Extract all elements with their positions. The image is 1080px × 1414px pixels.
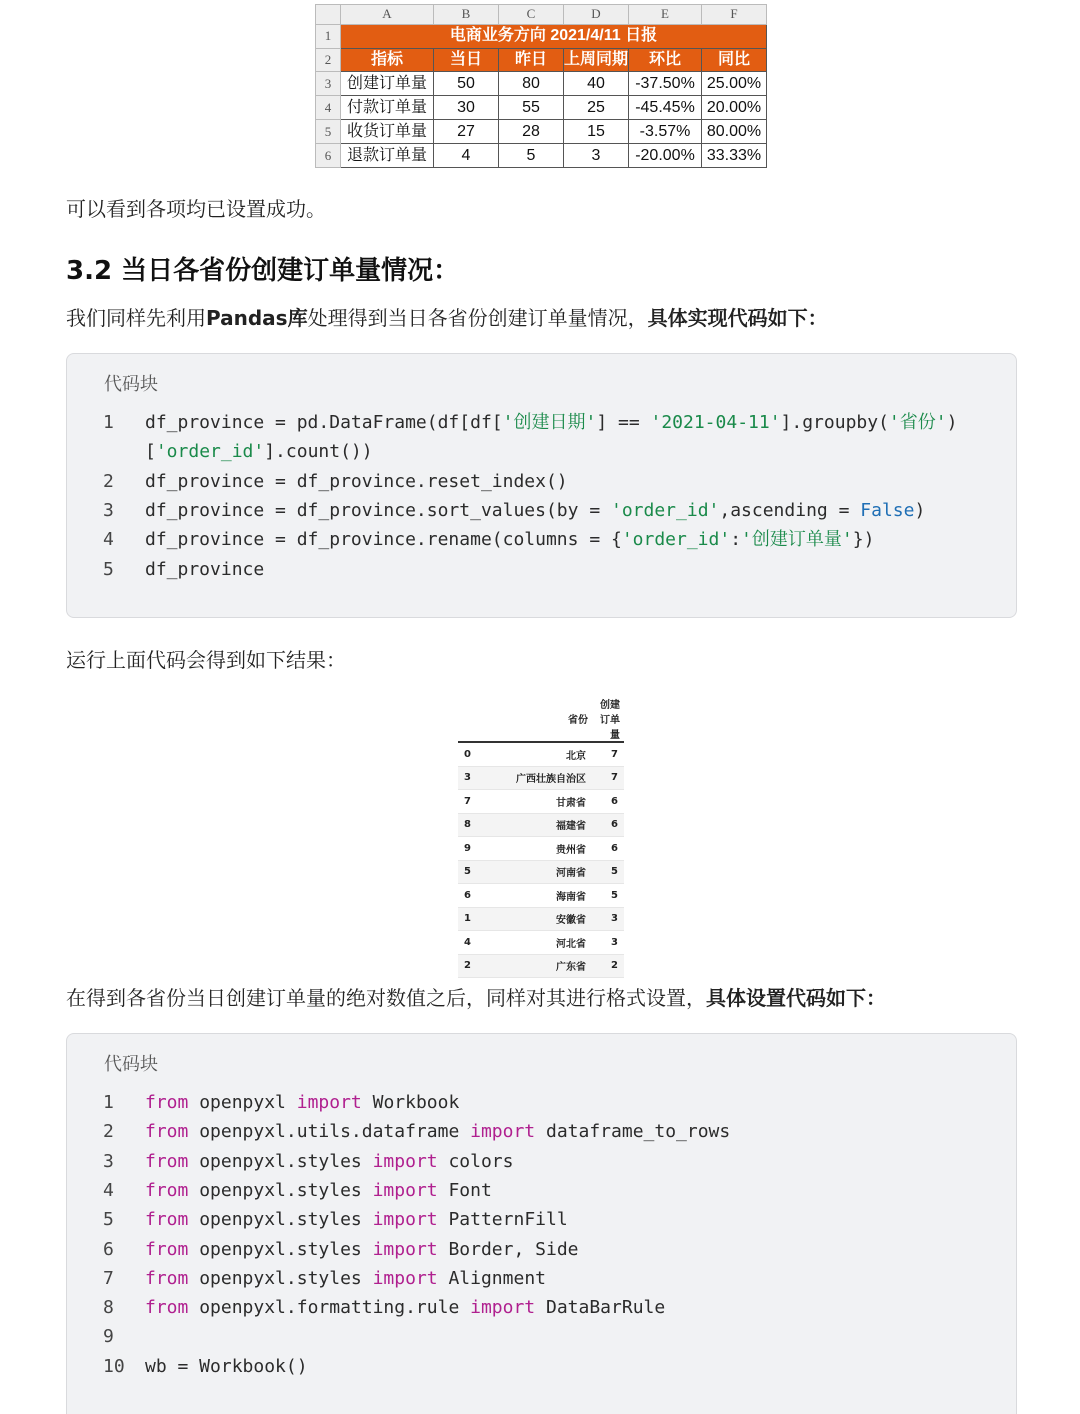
code-token: openpyxl.styles xyxy=(188,1209,373,1231)
line-number: 2 xyxy=(103,1121,114,1143)
excel-row-number: 6 xyxy=(316,144,341,168)
result-row xyxy=(458,884,624,908)
result-index-cell: 4 xyxy=(458,931,488,955)
code-text xyxy=(145,525,874,554)
line-number: 10 xyxy=(103,1355,125,1377)
code-block[interactable] xyxy=(66,353,1017,618)
result-province-cell: 福建省 xyxy=(488,813,592,837)
result-count-cell: 3 xyxy=(592,931,624,955)
code-line xyxy=(67,1352,1016,1381)
code-line xyxy=(67,1088,1016,1117)
code-token: False xyxy=(860,499,915,521)
code-token: Font xyxy=(437,1179,492,1201)
excel-title-row xyxy=(316,24,767,48)
code-line xyxy=(67,1147,1016,1176)
result-index-cell: 0 xyxy=(458,742,488,766)
code-token: from xyxy=(145,1267,189,1289)
result-header-row xyxy=(458,696,624,742)
excel-cell: 4 xyxy=(434,144,499,168)
code-line xyxy=(67,1235,1016,1264)
result-row xyxy=(458,790,624,814)
excel-col-letter: E xyxy=(629,5,702,25)
result-count-cell: 7 xyxy=(592,742,624,766)
excel-report-title: 电商业务方向 2021/4/11 日报 xyxy=(341,24,767,48)
code-line xyxy=(67,408,1016,437)
code-text xyxy=(145,1264,546,1293)
code-line xyxy=(67,1205,1016,1234)
excel-cell: 付款订单量 xyxy=(341,96,434,120)
result-row xyxy=(458,931,624,955)
line-number: 2 xyxy=(103,470,114,492)
code-token: ) xyxy=(914,499,926,521)
paragraph-format xyxy=(66,982,886,1011)
result-index-cell: 7 xyxy=(458,790,488,814)
paragraph-success: 可以看到各项均已设置成功。 xyxy=(66,197,326,221)
excel-row-number: 2 xyxy=(316,48,341,72)
excel-col-letter: A xyxy=(341,5,434,25)
code-token: import xyxy=(372,1238,438,1260)
result-row xyxy=(458,860,624,884)
code-token: '创建日期' xyxy=(502,412,597,433)
code-token: df_province = df_province.reset_index() xyxy=(145,470,568,492)
code-token: '创建订单量' xyxy=(741,529,853,551)
code-token: 'order_id' xyxy=(155,441,265,463)
code-token: [ xyxy=(145,441,156,463)
code-token: ].count()) xyxy=(264,441,373,463)
result-index-cell: 6 xyxy=(458,884,488,908)
code-token: openpyxl xyxy=(188,1092,297,1113)
line-number: 3 xyxy=(103,1150,114,1172)
code-token: import xyxy=(470,1121,536,1143)
code-token: PatternFill xyxy=(437,1209,568,1231)
code-token: 'order_id' xyxy=(611,499,720,521)
excel-cell: 20.00% xyxy=(702,96,767,120)
code-token: 'order_id' xyxy=(621,529,731,551)
code-token: import xyxy=(372,1267,438,1289)
line-number: 3 xyxy=(103,499,114,521)
excel-header-cell: 上周同期 xyxy=(564,48,629,72)
excel-row-number: 4 xyxy=(316,96,341,120)
code-token: colors xyxy=(437,1150,514,1172)
excel-col-letter: B xyxy=(434,5,499,25)
excel-header-cell: 同比 xyxy=(702,48,767,72)
code-token: openpyxl.formatting.rule xyxy=(188,1297,471,1319)
result-count-cell: 3 xyxy=(592,907,624,931)
excel-header-cell: 当日 xyxy=(434,48,499,72)
result-row xyxy=(458,907,624,931)
code-line xyxy=(67,1322,1016,1351)
result-index-cell: 1 xyxy=(458,907,488,931)
code-block[interactable] xyxy=(66,1033,1017,1414)
code-token: }) xyxy=(852,529,875,551)
excel-cell: -45.45% xyxy=(629,96,702,120)
code-text xyxy=(145,1205,568,1234)
result-index-cell: 3 xyxy=(458,766,488,790)
code-line xyxy=(67,1264,1016,1293)
excel-data-row xyxy=(316,144,767,168)
code-token: ].groupby( xyxy=(780,412,889,433)
result-count-cell: 7 xyxy=(592,766,624,790)
code-text xyxy=(145,1352,308,1381)
excel-cell: 收货订单量 xyxy=(341,120,434,144)
result-province-cell: 安徽省 xyxy=(488,907,592,931)
excel-cell: 40 xyxy=(564,72,629,96)
paragraph-intro xyxy=(66,302,828,331)
excel-header-cell: 昨日 xyxy=(499,48,564,72)
code-token: from xyxy=(145,1179,189,1201)
code-token: ) xyxy=(946,412,958,433)
code-token: openpyxl.utils.dataframe xyxy=(188,1121,471,1143)
code-text xyxy=(145,1147,513,1176)
code-line xyxy=(67,1176,1016,1205)
code-token: DataBarRule xyxy=(535,1297,666,1319)
result-province-cell: 贵州省 xyxy=(488,837,592,861)
result-row xyxy=(458,813,624,837)
result-province-cell: 河北省 xyxy=(488,931,592,955)
result-header-index xyxy=(458,696,488,742)
code-token: from xyxy=(145,1238,189,1260)
result-province-cell: 甘肃省 xyxy=(488,790,592,814)
code-token: df_province xyxy=(145,558,265,580)
code-line xyxy=(67,555,1016,584)
code-token: from xyxy=(145,1092,189,1113)
result-index-cell: 9 xyxy=(458,837,488,861)
text-span: 我们同样先利用 xyxy=(66,306,206,330)
code-token: '省份' xyxy=(888,412,947,433)
code-token: df_province = df_province.rename(columns = { xyxy=(145,529,622,551)
code-token: df_province = pd.DataFrame(df[df[ xyxy=(145,412,503,433)
code-token: '2021-04-11' xyxy=(650,412,781,433)
result-count-cell: 5 xyxy=(592,860,624,884)
excel-data-row xyxy=(316,120,767,144)
line-number: 1 xyxy=(103,1092,114,1113)
excel-cell: -20.00% xyxy=(629,144,702,168)
code-line xyxy=(67,496,1016,525)
line-number: 7 xyxy=(103,1267,114,1289)
excel-cell: 30 xyxy=(434,96,499,120)
line-number: 1 xyxy=(103,412,114,433)
code-text xyxy=(145,1293,665,1322)
result-province-cell: 广西壮族自治区 xyxy=(488,766,592,790)
code-token: dataframe_to_rows xyxy=(535,1121,731,1143)
excel-data-row xyxy=(316,96,767,120)
code-block-title: 代码块 xyxy=(104,1054,158,1075)
result-row xyxy=(458,766,624,790)
text-span: 处理得到当日各省份创建订单量情况， xyxy=(307,306,648,330)
excel-cell: 3 xyxy=(564,144,629,168)
result-count-cell: 5 xyxy=(592,884,624,908)
code-token: Border, Side xyxy=(437,1238,579,1260)
excel-cell: 28 xyxy=(499,120,564,144)
result-row xyxy=(458,742,624,766)
code-line xyxy=(67,437,1016,466)
excel-cell: 退款订单量 xyxy=(341,144,434,168)
code-token: import xyxy=(296,1092,362,1113)
code-token: ,ascending = xyxy=(719,499,861,521)
excel-cell: 33.33% xyxy=(702,144,767,168)
line-number: 8 xyxy=(103,1297,114,1319)
code-line xyxy=(67,1293,1016,1322)
code-text xyxy=(145,496,925,525)
excel-cell: 15 xyxy=(564,120,629,144)
result-count-cell: 6 xyxy=(592,813,624,837)
result-index-cell: 2 xyxy=(458,954,488,978)
code-text xyxy=(145,467,568,496)
result-count-cell: 6 xyxy=(592,790,624,814)
line-number: 5 xyxy=(103,1209,114,1231)
result-province-cell: 海南省 xyxy=(488,884,592,908)
code-line xyxy=(67,1117,1016,1146)
code-token: import xyxy=(372,1179,438,1201)
code-token: from xyxy=(145,1209,189,1231)
code-block-title: 代码块 xyxy=(104,374,158,395)
excel-column-header-row xyxy=(316,5,767,25)
code-text xyxy=(145,408,957,437)
result-dataframe xyxy=(458,696,624,978)
code-line xyxy=(67,467,1016,496)
code-text xyxy=(145,437,373,466)
text-span: 在得到各省份当日创建订单量的绝对数值之后，同样对其进行格式设置， xyxy=(66,986,706,1010)
excel-col-letter: C xyxy=(499,5,564,25)
excel-cell: 80.00% xyxy=(702,120,767,144)
code-text xyxy=(145,1176,492,1205)
code-token: df_province = df_province.sort_values(by = xyxy=(145,499,611,521)
code-token: import xyxy=(372,1150,438,1172)
code-token: Alignment xyxy=(437,1267,546,1289)
line-number: 6 xyxy=(103,1238,114,1260)
line-number: 4 xyxy=(103,529,114,551)
code-token: openpyxl.styles xyxy=(188,1150,373,1172)
excel-header-cell: 环比 xyxy=(629,48,702,72)
excel-corner xyxy=(316,5,341,25)
result-header-count: 创建订单量 xyxy=(592,696,624,742)
excel-cell: 80 xyxy=(499,72,564,96)
excel-row-number: 3 xyxy=(316,72,341,96)
code-text xyxy=(145,1235,579,1264)
code-text xyxy=(145,1088,459,1117)
line-number: 4 xyxy=(103,1179,114,1201)
excel-cell: 27 xyxy=(434,120,499,144)
line-number: 5 xyxy=(103,558,114,580)
result-province-cell: 河南省 xyxy=(488,860,592,884)
excel-cell: 25 xyxy=(564,96,629,120)
result-header-province: 省份 xyxy=(488,696,592,742)
result-province-cell: 北京 xyxy=(488,742,592,766)
code-token: Workbook xyxy=(361,1092,460,1113)
code-token: openpyxl.styles xyxy=(188,1238,373,1260)
code-line xyxy=(67,525,1016,554)
code-token: from xyxy=(145,1150,189,1172)
result-province-cell: 广东省 xyxy=(488,954,592,978)
paragraph-result: 运行上面代码会得到如下结果： xyxy=(66,648,346,672)
code-token: from xyxy=(145,1297,189,1319)
excel-cell: 55 xyxy=(499,96,564,120)
text-bold: 具体实现代码如下： xyxy=(647,306,828,330)
code-token: openpyxl.styles xyxy=(188,1267,373,1289)
excel-cell: -3.57% xyxy=(629,120,702,144)
text-bold: 具体设置代码如下： xyxy=(706,986,886,1010)
excel-cell: 25.00% xyxy=(702,72,767,96)
code-token: import xyxy=(470,1297,536,1319)
code-token: from xyxy=(145,1121,189,1143)
result-count-cell: 2 xyxy=(592,954,624,978)
code-token: import xyxy=(372,1209,438,1231)
code-token: wb = Workbook() xyxy=(145,1355,308,1377)
excel-col-letter: F xyxy=(702,5,767,25)
code-token: openpyxl.styles xyxy=(188,1179,373,1201)
excel-header-cell: 指标 xyxy=(341,48,434,72)
code-token: ] == xyxy=(596,412,651,433)
code-token: : xyxy=(730,529,742,551)
result-index-cell: 8 xyxy=(458,813,488,837)
result-row xyxy=(458,837,624,861)
excel-cell: 50 xyxy=(434,72,499,96)
excel-col-letter: D xyxy=(564,5,629,25)
section-heading: 3.2 当日各省份创建订单量情况： xyxy=(66,256,460,286)
result-index-cell: 5 xyxy=(458,860,488,884)
code-text xyxy=(145,555,264,584)
excel-screenshot xyxy=(315,4,767,168)
text-bold: Pandas库 xyxy=(206,306,308,330)
line-number: 9 xyxy=(103,1326,114,1348)
excel-data-row xyxy=(316,72,767,96)
excel-row-number: 1 xyxy=(316,24,341,48)
result-row xyxy=(458,954,624,978)
excel-cell: 创建订单量 xyxy=(341,72,434,96)
result-count-cell: 6 xyxy=(592,837,624,861)
excel-cell: -37.50% xyxy=(629,72,702,96)
excel-row-number: 5 xyxy=(316,120,341,144)
excel-header-row xyxy=(316,48,767,72)
excel-cell: 5 xyxy=(499,144,564,168)
code-text xyxy=(145,1117,730,1146)
